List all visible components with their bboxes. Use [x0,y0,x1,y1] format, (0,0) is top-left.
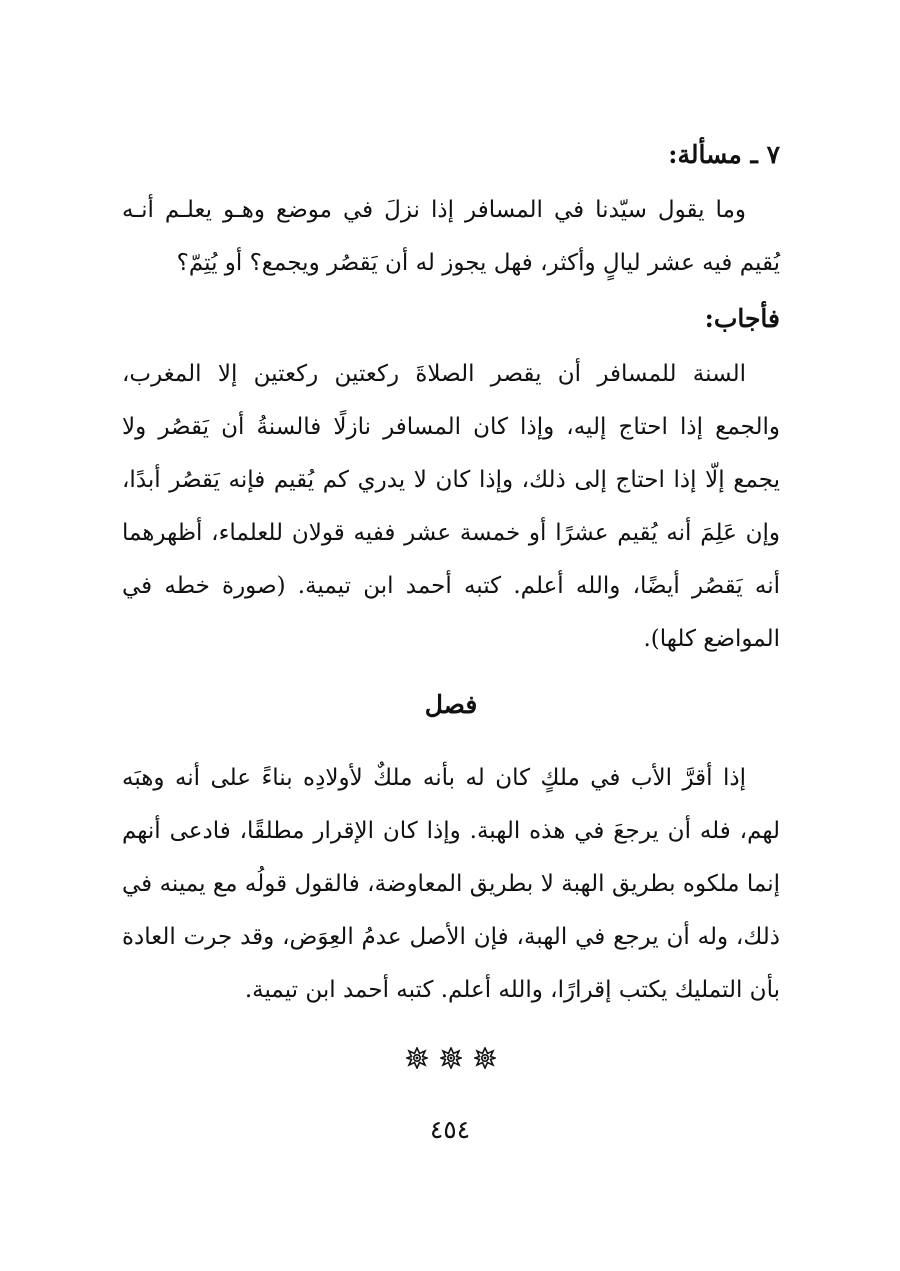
answer-label: فأجاب: [704,304,780,333]
section-title: فصل [424,690,478,719]
answer-text: السنة للمسافر أن يقصر الصلاةَ ركعتين ركعتين إلا المغرب، والجمع إذا احتاج إليه، وإذا كان المسافر نازلًا فالسنةُ أن يَقصُر ولا يجمع إلّا إذا احتاج إلى ذلك، وإذا كان لا يدري كم يُقيم فإنه يَقصُر أبدًا، وإن عَلِمَ أنه يُقيم عشرًا أو خمسة عشر ففيه قولان للعلماء، أظهرهما أنه يَقصُر أيضًا، والله أعلم. كتبه أحمد ابن تيمية. (صورة خطه في المواضع كلها). [122,361,780,652]
section-text: إذا أقرَّ الأب في ملكٍ كان له بأنه ملكٌ لأولادِه بناءً على أنه وهبَه لهم، فله أن يرجعَ في هذه الهبة. وإذا كان الإقرار مطلقًا، فادعى أنهم إنما ملكوه بطريق الهبة لا بطريق المعاوضة، فالقول قولُه مع يمينه في ذلك، وله أن يرجع في الهبة، فإن الأصل عدمُ العِوَض، وقد جرت العادة بأن التمليك يكتب إقرارًا، والله أعلم. كتبه أحمد ابن تيمية. [122,765,780,1003]
page-content [122,132,780,1069]
answer-block [122,294,780,666]
ornament-row [122,1047,780,1069]
question-heading: ٧ ـ مسألة: [668,140,780,169]
flower-ornament-icon [474,1047,496,1069]
page-number: ٤٥٤ [429,1115,471,1144]
question-text: وما يقول سيّدنا في المسافر إذا نزلَ في موضع وهـو يعلـم أنـه يُقيم فيه عشر ليالٍ وأكثر، فهل يجوز له أن يَقصُر ويجمع؟ أو يُتِمّ؟ [122,197,780,276]
flower-ornament-icon [406,1047,428,1069]
flower-ornament-icon [440,1047,462,1069]
question-block [122,132,780,290]
